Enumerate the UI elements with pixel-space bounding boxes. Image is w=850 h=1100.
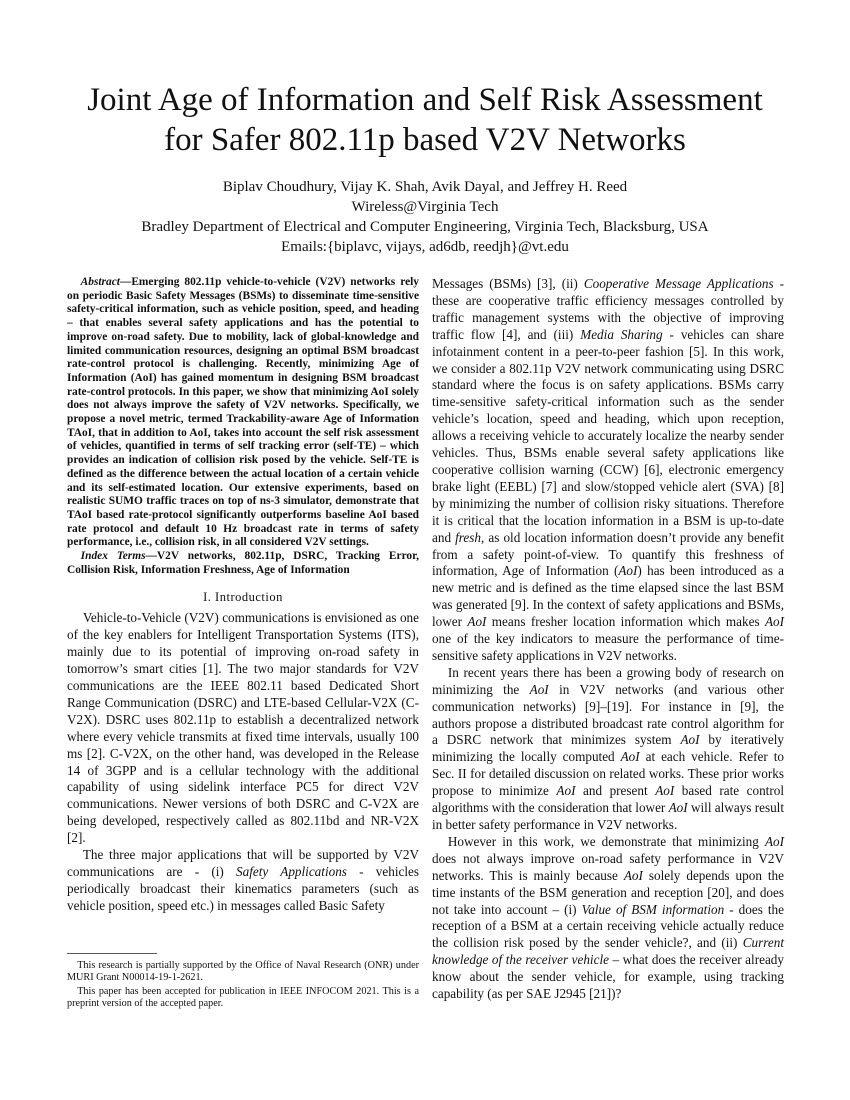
title-line-1: Joint Age of Information and Self Risk Assessment [87,82,763,118]
intro-paragraph-1: Vehicle-to-Vehicle (V2V) communications is envisioned as one of the key enablers for Intelligent Transportation Systems (ITS), mainly due to its potential of improving on-road safety in tomorrow’s smart cities [1]. The two major standards for V2V communications are the IEEE 802.11 based Dedicated Short Range Communication (DSRC) and LTE-based Cellular-V2X (C-V2X). DSRC uses 802.11p to establish a decentralized network where every vehicle transmits at fixed time intervals, usually 100 ms [2]. C-V2X, on the other hand, was developed in the Release 14 of 3GPP and is a cellular technology with the additional capability of using sidelink interface PC5 for direct V2V communications. Newer versions of both DSRC and C-V2X are being developed, respectively called as 802.11bd and NR-V2X [2]. [67,610,419,846]
title-line-2: for Safer 802.11p based V2V Networks [164,122,686,158]
author-names: Biplav Choudhury, Vijay K. Shah, Avik Dayal, and Jeffrey H. Reed [222,179,628,195]
abstract-label: Abstract [80,276,120,288]
right-paragraph-3: However in this work, we demonstrate that minimizing AoI does not always improve on-road safety performance in V2V networks. This is mainly because AoI solely depends upon the time instants of the BSM generation and reception [20], and does not take into account – (i) Value of BSM information - does the reception of a BSM at a certain receiving vehicle actually reduce the collision risk posed by the sender vehicle?, and (ii) Current knowledge of the receiver vehicle – what does the receiver already know about the sender vehicle, for example, using tracking capability (as per SAE J2945 [21])? [432,833,784,1002]
author-block [40,177,810,257]
section-heading-introduction: I. Introduction [203,590,283,605]
footnotes [67,960,419,1012]
abstract-text: —Emerging 802.11p vehicle-to-vehicle (V2V) networks rely on periodic Basic Safety Messages (BSMs) to disseminate time-sensitive safety-critical information, such as vehicle position, speed, and heading – that enables several safety applications and has the potential to improve on-road safety. Due to mobility, lack of global-knowledge and limited communication resources, designing an optimal BSM broadcast rate-control protocol is challenging. Recently, minimizing Age of Information (AoI) has gained momentum in designing BSM broadcast rate-control protocols. In this paper, we show that minimizing AoI solely does not always improve the safety of V2V networks. Specifically, we propose a novel metric, termed Trackability-aware Age of Information TAoI, that in addition to AoI, takes into account the self risk assessment of vehicles, quantified in terms of self tracking error (self-TE) – which provides an indication of collision risk posed by the vehicle. Self-TE is defined as the difference between the actual location of a certain vehicle and its self-estimated location. Our extensive experiments, based on realistic SUMO traffic traces on top of ns-3 simulator, demonstrate that TAoI based rate-protocol significantly outperforms baseline AoI based rate protocol and default 10 Hz broadcast rate in terms of safety performance, i.e., collision risk, in all considered V2V settings. [67,276,419,549]
index-terms-text: —V2V networks, 802.11p, DSRC, Tracking Error, Collision Risk, Information Freshness, Age of Information [67,550,419,576]
index-terms-label: Index Terms [80,550,146,563]
left-column [67,276,419,915]
right-paragraph-2: In recent years there has been a growing body of research on minimizing the AoI in V2V networks (and various other communication networks) [9]–[19]. For instance in [9], the authors propose a distributed broadcast rate control algorithm for a DSRC network that minimizes system AoI by iteratively minimizing the locally computed AoI at each vehicle. Refer to Sec. II for detailed discussion on related works. These prior works propose to minimize AoI and present AoI based rate control algorithms with the consideration that lower AoI will always result in better safety performance in V2V networks. [432,664,785,832]
footnote-funding: This research is partially supported by the Office of Naval Research (ONR) under MURI Grant N00014-19-1-2621. [67,960,419,984]
paper-title [40,80,810,160]
intro-paragraph-2: The three major applications that will be supported by V2V communications are - (i) Safety Applications - vehicles periodically broadcast their kinematics parameters (such as vehicle position, speed etc.) in messages called Basic Safety [67,847,420,913]
right-paragraph-1: Messages (BSMs) [3], (ii) Cooperative Message Applications - these are cooperative traffic efficiency messages controlled by traffic management systems with the objective of improving traffic flow [4], and (iii) Media Sharing - vehicles can share infotainment content in a peer-to-peer fashion [5]. In this work, we consider a 802.11p V2V network communicating using DSRC standard where the focus is on safety applications. BSMs carry time-sensitive safety-critical information such as the sender vehicle’s location, speed and heading, which upon reception, allows a receiving vehicle to accurately localize the nearby sender vehicles. Thus, BSMs enable several safety applications like cooperative collision warning (CCW) [6], electronic emergency brake light (EEBL) [7] and slow/stopped vehicle alert (SVA) [8] by minimizing the number of collision risky situations. Therefore it is critical that the location information in a BSM is up-to-date and fresh, as old location information doesn’t provide any benefit from a safety point-of-view. To quantify this freshness of information, Age of Information (AoI) has been introduced as a new metric and is defined as the time elapsed since the last BSM was generated [9]. In the context of safety applications and BSMs, lower AoI means fresher location information which makes AoI one of the key indicators to measure the performance of time-sensitive safety applications in V2V networks. [432,276,784,663]
author-department: Bradley Department of Electrical and Computer Engineering, Virginia Tech, Blacksburg, USA [141,219,709,235]
abstract [67,276,419,577]
footnote-acceptance: This paper has been accepted for publication in IEEE INFOCOM 2021. This is a preprint version of the accepted paper. [67,986,419,1010]
author-emails: Emails:{biplavc, vijays, ad6db, reedjh}@vt.edu [281,239,569,255]
author-lab: Wireless@Virginia Tech [351,199,499,215]
footnote-divider [67,953,157,954]
arxiv-stamp [4,290,60,710]
right-column [432,276,784,1003]
